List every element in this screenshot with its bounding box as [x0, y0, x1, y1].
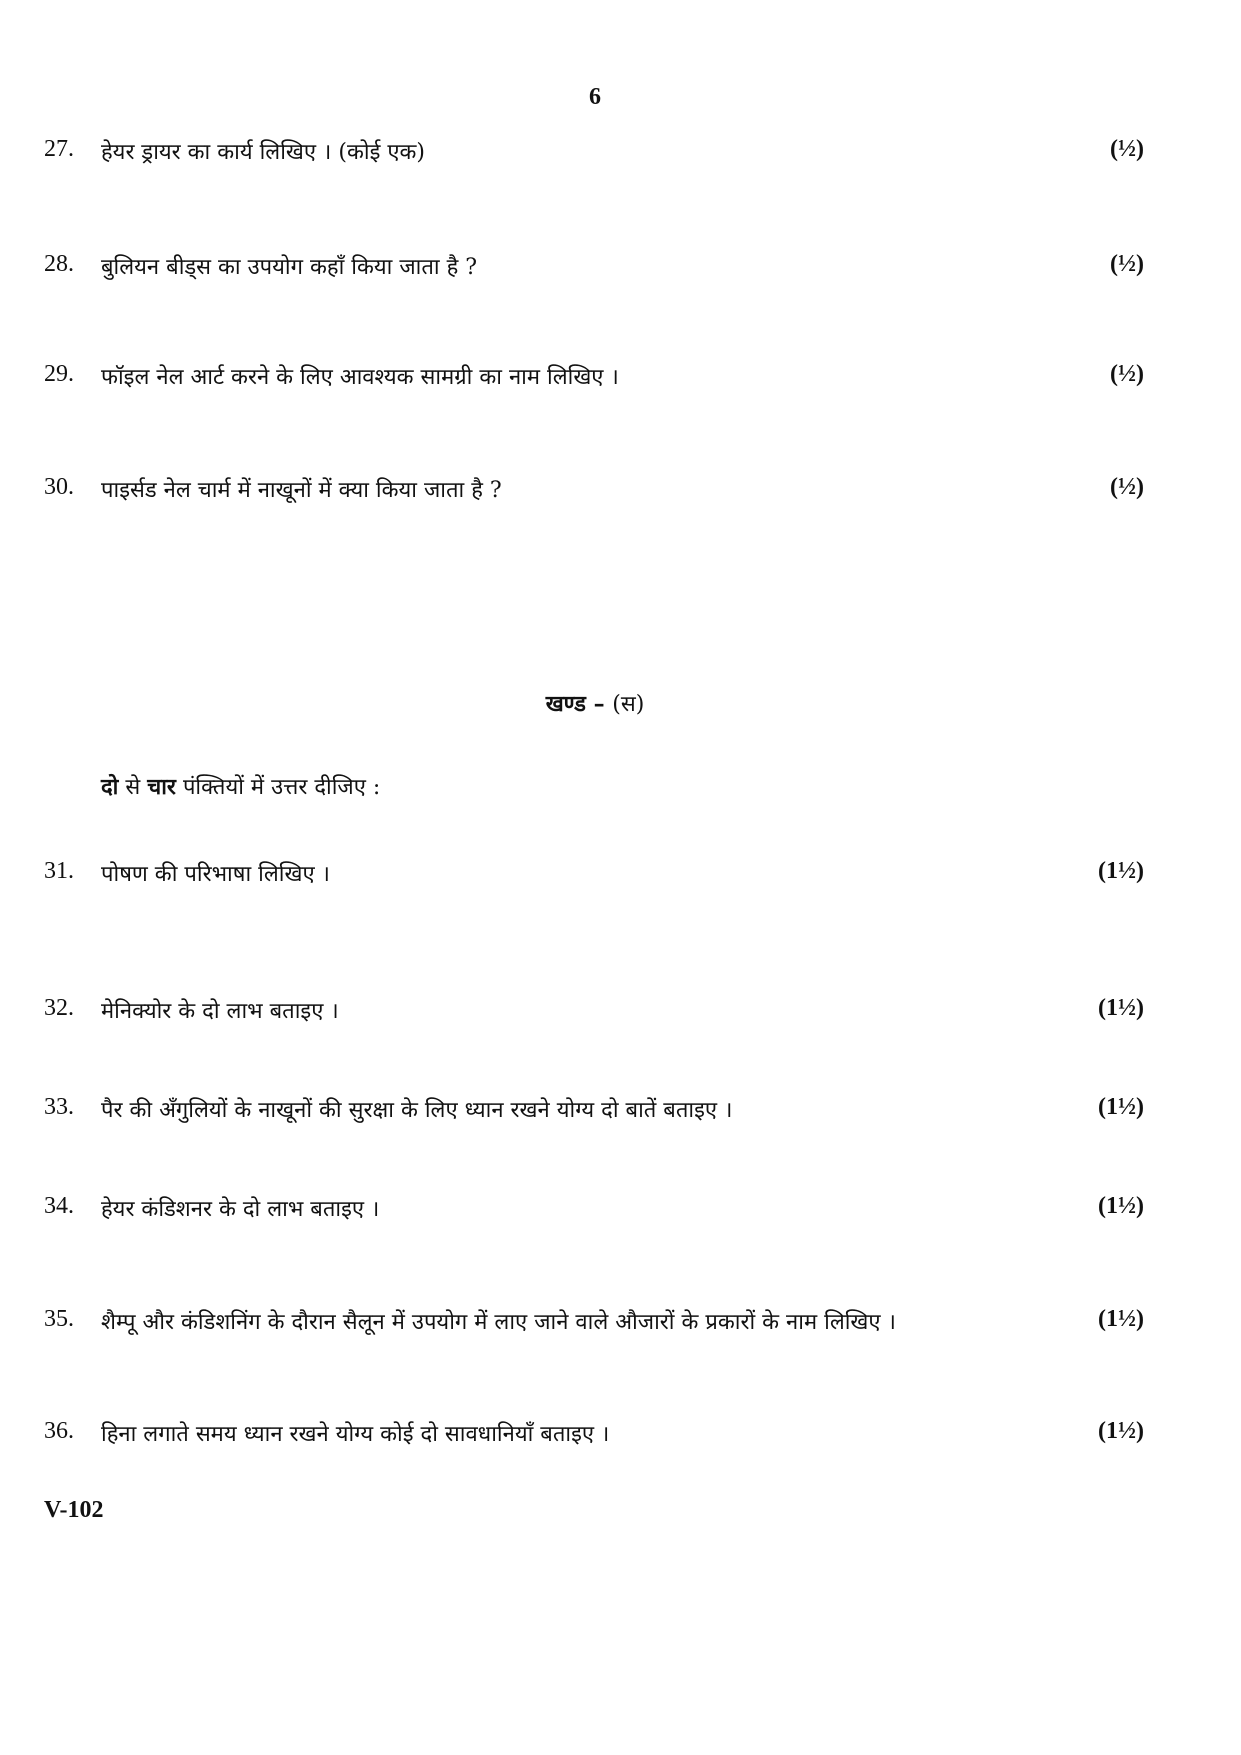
question-row — [44, 1306, 1144, 1338]
question-number: 33. — [44, 1094, 74, 1120]
section-heading-letter: (स) — [612, 692, 645, 717]
question-number: 31. — [44, 858, 74, 884]
question-text: हेयर ड्रायर का कार्य लिखिए । (कोई एक) — [101, 140, 426, 165]
instruction-rest: पंक्तियों में उत्तर दीजिए : — [182, 775, 381, 800]
question-marks: (1½) — [1098, 1094, 1144, 1120]
question-row — [44, 136, 1144, 168]
question-number: 36. — [44, 1418, 74, 1444]
question-marks: (½) — [1110, 361, 1144, 387]
question-text: पैर की अँगुलियों के नाखूनों की सुरक्षा के लिए ध्यान रखने योग्य दो बातें बताइए । — [101, 1098, 733, 1123]
question-marks: (1½) — [1098, 858, 1144, 884]
question-number: 34. — [44, 1193, 74, 1219]
question-text: हिना लगाते समय ध्यान रखने योग्य कोई दो सावधानियाँ बताइए । — [101, 1422, 610, 1447]
instruction-from: से — [125, 775, 141, 800]
question-number: 28. — [44, 251, 74, 277]
question-marks: (1½) — [1098, 995, 1144, 1021]
question-row — [44, 361, 1144, 393]
question-text: शैम्पू और कंडिशनिंग के दौरान सैलून में उपयोग में लाए जाने वाले औजारों के प्रकारों के नाम लिखिए । — [101, 1310, 896, 1335]
question-row — [44, 1418, 1144, 1450]
question-text: मेनिक्योर के दो लाभ बताइए । — [101, 999, 339, 1024]
section-heading-main: खण्ड – — [545, 691, 605, 717]
question-number: 27. — [44, 136, 74, 162]
question-number: 29. — [44, 361, 74, 387]
question-number: 35. — [44, 1306, 74, 1332]
question-marks: (1½) — [1098, 1306, 1144, 1332]
question-text: हेयर कंडिशनर के दो लाभ बताइए । — [101, 1197, 380, 1222]
question-text: फॉइल नेल आर्ट करने के लिए आवश्यक सामग्री का नाम लिखिए । — [101, 365, 619, 390]
page-number: 6 — [589, 84, 601, 110]
paper-code: V-102 — [44, 1497, 104, 1523]
question-row — [44, 995, 1144, 1027]
question-number: 32. — [44, 995, 74, 1021]
question-text: पाइर्सड नेल चार्म में नाखूनों में क्या किया जाता है ? — [101, 478, 502, 503]
section-heading — [0, 688, 1190, 718]
question-row — [44, 251, 1144, 283]
question-marks: (½) — [1110, 251, 1144, 277]
question-row — [44, 1193, 1144, 1225]
question-text: पोषण की परिभाषा लिखिए । — [101, 862, 330, 887]
question-row — [44, 474, 1144, 506]
section-instruction — [101, 771, 380, 801]
question-row — [44, 858, 1144, 890]
instruction-bold-two: दो — [101, 774, 119, 800]
question-marks: (1½) — [1098, 1418, 1144, 1444]
question-marks: (½) — [1110, 136, 1144, 162]
question-text: बुलियन बीड्स का उपयोग कहाँ किया जाता है ? — [101, 255, 478, 280]
question-marks: (1½) — [1098, 1193, 1144, 1219]
instruction-bold-four: चार — [147, 774, 176, 800]
question-number: 30. — [44, 474, 74, 500]
question-marks: (½) — [1110, 474, 1144, 500]
question-row — [44, 1094, 1144, 1126]
